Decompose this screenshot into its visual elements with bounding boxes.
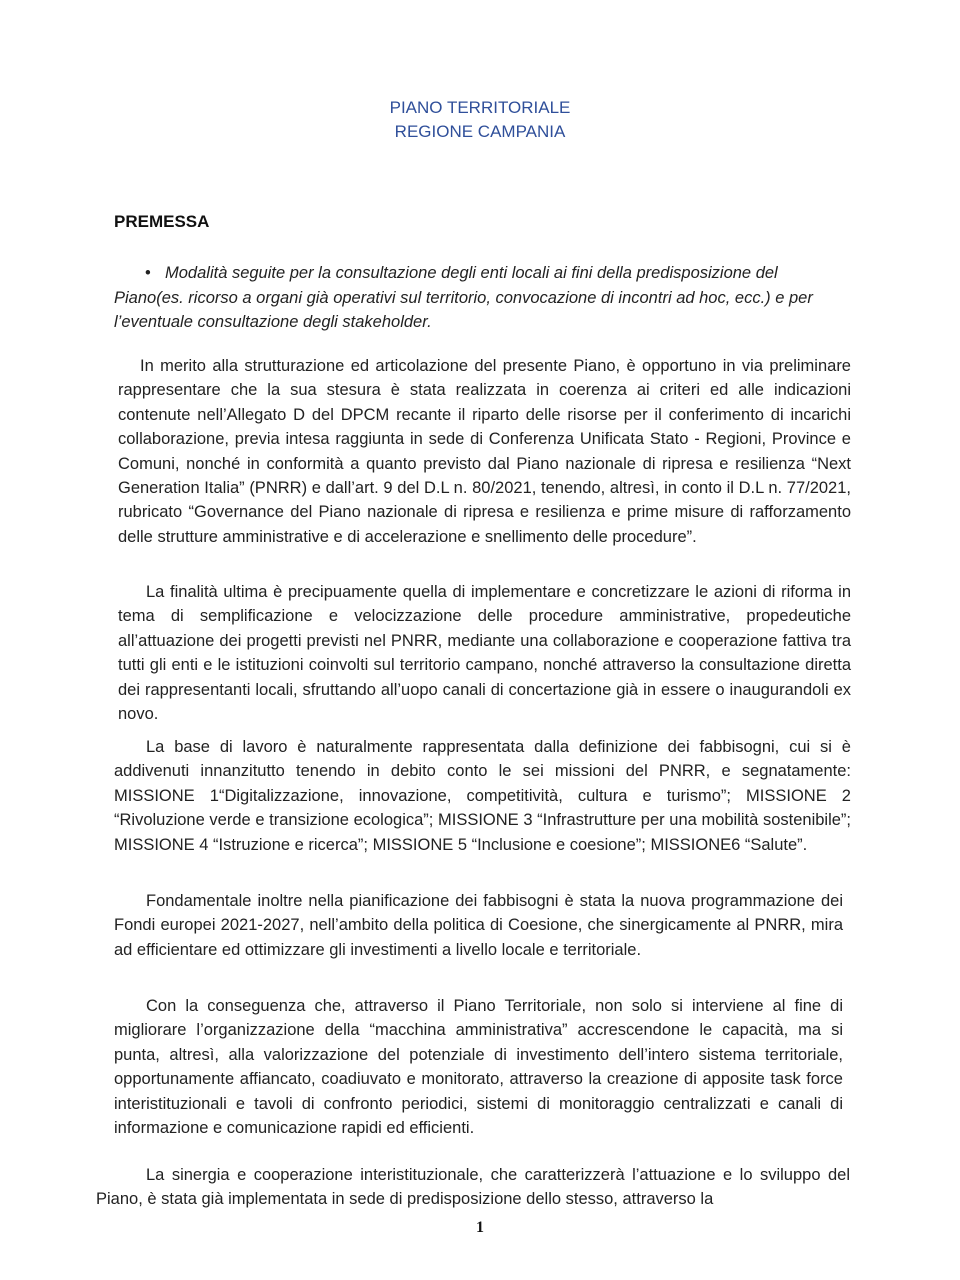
paragraph: La finalità ultima è precipuamente quella di implementare e concretizzare le azioni di riforma in tema di semplificazione e velocizzazione delle procedure amministrative, propedeutiche all’attuazione dei progetti previsti nel PNRR, mediante una collaborazione e cooperazione fattiva tra tutti gli enti e le istituzioni coinvolti sul territorio campano, nonché attraverso la consultazione diretta dei rappresentanti locali, sfruttando all’uopo canali di concertazione già in essere o inaugurandoli ex novo. xyxy=(118,583,851,724)
paragraph: La base di lavoro è naturalmente rappresentata dalla definizione dei fabbisogni, cui si è addivenuti innanzitutto tenendo in debito conto le sei missioni del PNRR, e segnatamente: MISSIONE 1“Digitalizzazione, innovazione, competitività, cultura e turismo”; MISSIONE 2 “Rivoluzione verde e transizione ecologica”; MISSIONE 3 “Infrastrutture per una mobilità sostenibile”; MISSIONE 4 “Istruzione e ricerca”; MISSIONE 5 “Inclusione e coesione”; MISSIONE6 “Salute”. xyxy=(114,738,851,854)
paragraph: Fondamentale inoltre nella pianificazione dei fabbisogni è stata la nuova programmazione dei Fondi europei 2021-2027, nell’ambito della politica di Coesione, che sinergicamente al PNRR, mira ad efficientare ed ottimizzare gli investimenti a livello locale e territoriale. xyxy=(114,892,843,959)
bullet-item xyxy=(114,261,838,335)
document-subtitle: REGIONE CAMPANIA xyxy=(394,122,566,141)
bullet-icon: • xyxy=(145,264,151,282)
paragraph: La sinergia e cooperazione interistituzionale, che caratterizzerà l’attuazione e lo sviluppo del Piano, è stata già implementata in sede di predisposizione dello stesso, attraverso la xyxy=(96,1166,850,1209)
paragraph: Con la conseguenza che, attraverso il Piano Territoriale, non solo si interviene al fine di migliorare l’organizzazione della “macchina amministrativa” accrescendone le capacità, ma si punta, altresì, alla valorizzazione del potenziale di investimento dell’intero sistema territoriale, opportunamente affiancato, coadiuvato e monitorato, attraverso la creazione di apposite task force interistituzionali e tavoli di confronto periodici, sistemi di monitoraggio centralizzati e canali di informazione e comunicazione rapidi ed efficienti. xyxy=(114,997,843,1138)
bullet-text: Modalità seguite per la consultazione degli enti locali ai fini della predisposizione del Piano(es. ricorso a organi già operativi sul territorio, convocazione di incontri ad hoc, ecc.) e per l’eventuale consultazione degli stakeholder. xyxy=(114,264,813,331)
section-heading: PREMESSA xyxy=(114,212,210,231)
document-title: PIANO TERRITORIALE xyxy=(389,98,571,117)
page-number: 1 xyxy=(476,1219,484,1236)
paragraph: In merito alla strutturazione ed articolazione del presente Piano, è opportuno in via preliminare rappresentare che la sua stesura è stata realizzata in coerenza ai criteri ed alle indicazioni contenute nell’Allegato D del DPCM recante il riparto delle risorse per il conferimento di incarichi collaborazione, previa intesa raggiunta in sede di Conferenza Unificata Stato - Regioni, Province e Comuni, nonché in conformità a quanto previsto dal Piano nazionale di ripresa e resilienza “Next Generation Italia” (PNRR) e dall’art. 9 del D.L n. 80/2021, tenendo, altresì, in conto il D.L n. 77/2021, rubricato “Governance del Piano nazionale di ripresa e resilienza e prime misure di rafforzamento delle strutture amministrative e di accelerazione e snellimento delle procedure”. xyxy=(118,357,851,546)
